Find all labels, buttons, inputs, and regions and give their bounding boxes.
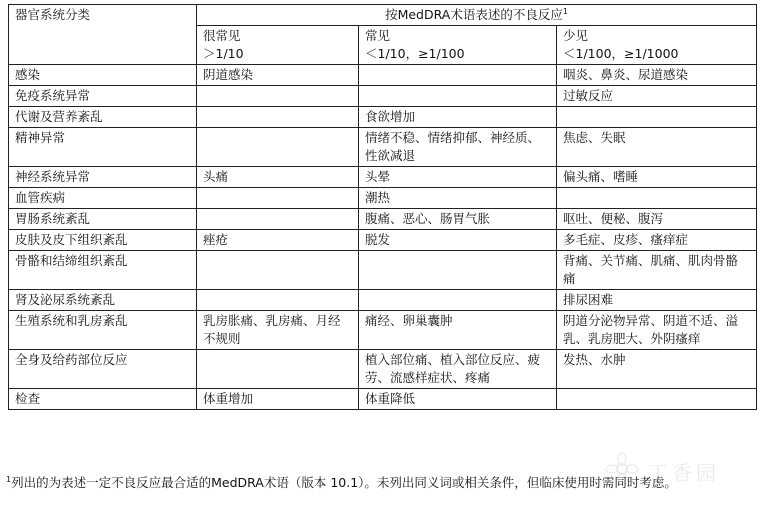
- cell-organ-class: 血管疾病: [9, 188, 197, 209]
- cell-very-common: 乳房胀痛、乳房痛、月经不规则: [197, 311, 359, 350]
- cell-uncommon: [557, 188, 757, 209]
- cell-common: 情绪不稳、情绪抑郁、神经质、性欲减退: [359, 128, 557, 167]
- cell-uncommon: 背痛、关节痛、肌痛、肌肉骨骼痛: [557, 251, 757, 290]
- cell-common: 脱发: [359, 230, 557, 251]
- cell-uncommon: [557, 107, 757, 128]
- cell-uncommon: 多毛症、皮疹、瘙痒症: [557, 230, 757, 251]
- cell-organ-class: 全身及给药部位反应: [9, 350, 197, 389]
- header-uncommon: [557, 26, 757, 65]
- cell-uncommon: 咽炎、鼻炎、尿道感染: [557, 65, 757, 86]
- cell-organ-class: 代谢及营养紊乱: [9, 107, 197, 128]
- table-header: [9, 5, 757, 65]
- table-row: [9, 188, 757, 209]
- header-common-freq: ＜1/10，≥1/100: [365, 46, 465, 61]
- cell-organ-class: 精神异常: [9, 128, 197, 167]
- cell-very-common: [197, 350, 359, 389]
- cell-organ-class: 胃肠系统紊乱: [9, 209, 197, 230]
- cell-very-common: 阴道感染: [197, 65, 359, 86]
- footnote-marker: 1: [6, 474, 12, 484]
- cell-common: 体重降低: [359, 389, 557, 410]
- header-very-common-freq: ＞1/10: [203, 46, 244, 61]
- cell-uncommon: 呕吐、便秘、腹泻: [557, 209, 757, 230]
- adverse-reaction-table: [8, 4, 757, 410]
- table-row: [9, 128, 757, 167]
- cell-common: [359, 251, 557, 290]
- footnote-text: 列出的为表述一定不良反应最合适的MedDRA术语（版本 10.1）。未列出同义词或相关条件，但临床使用时需同时考虑。: [11, 475, 677, 490]
- cell-very-common: [197, 209, 359, 230]
- table-footnote: [6, 474, 758, 491]
- cell-very-common: [197, 107, 359, 128]
- cell-uncommon: 排尿困难: [557, 290, 757, 311]
- table-row: [9, 86, 757, 107]
- cell-uncommon: 阴道分泌物异常、阴道不适、溢乳、乳房肥大、外阴瘙痒: [557, 311, 757, 350]
- table-row: [9, 107, 757, 128]
- cell-uncommon: 焦虑、失眠: [557, 128, 757, 167]
- cell-very-common: [197, 251, 359, 290]
- cell-uncommon: 发热、水肿: [557, 350, 757, 389]
- header-meddra: [197, 5, 757, 26]
- cell-very-common: 体重增加: [197, 389, 359, 410]
- table-row: [9, 230, 757, 251]
- cell-organ-class: 肾及泌尿系统紊乱: [9, 290, 197, 311]
- cell-uncommon: 过敏反应: [557, 86, 757, 107]
- watermark-text: 丁香园: [648, 461, 720, 485]
- cell-common: 植入部位痛、植入部位反应、疲劳、流感样症状、疼痛: [359, 350, 557, 389]
- header-very-common: [197, 26, 359, 65]
- cell-organ-class: 生殖系统和乳房紊乱: [9, 311, 197, 350]
- cell-common: 痛经、卵巢囊肿: [359, 311, 557, 350]
- table-row: [9, 167, 757, 188]
- header-organ-class-label: 器官系统分类: [15, 7, 91, 22]
- table-body: [9, 65, 757, 410]
- header-meddra-footnote-marker: 1: [562, 6, 568, 16]
- cell-very-common: [197, 86, 359, 107]
- cell-uncommon: [557, 389, 757, 410]
- header-meddra-title: 按MedDRA术语表述的不良反应: [385, 7, 563, 22]
- table-row: [9, 389, 757, 410]
- adverse-reaction-table-wrap: [8, 4, 756, 410]
- table-row: [9, 209, 757, 230]
- cell-common: [359, 86, 557, 107]
- header-organ-class: [9, 5, 197, 65]
- cell-common: 腹痛、恶心、肠胃气胀: [359, 209, 557, 230]
- table-row: [9, 311, 757, 350]
- cell-organ-class: 皮肤及皮下组织紊乱: [9, 230, 197, 251]
- table-row: [9, 251, 757, 290]
- cell-very-common: [197, 128, 359, 167]
- cell-common: [359, 290, 557, 311]
- cell-common: [359, 65, 557, 86]
- cell-organ-class: 骨骼和结缔组织紊乱: [9, 251, 197, 290]
- table-row: [9, 65, 757, 86]
- header-row-1: [9, 5, 757, 26]
- cell-organ-class: 免疫系统异常: [9, 86, 197, 107]
- cell-very-common: [197, 188, 359, 209]
- table-row: [9, 290, 757, 311]
- header-uncommon-label: 少见: [563, 28, 589, 43]
- cell-very-common: 痤疮: [197, 230, 359, 251]
- header-common-label: 常见: [365, 28, 391, 43]
- cell-common: 头晕: [359, 167, 557, 188]
- header-uncommon-freq: ＜1/100，≥1/1000: [563, 46, 679, 61]
- cell-organ-class: 感染: [9, 65, 197, 86]
- cell-organ-class: 神经系统异常: [9, 167, 197, 188]
- header-very-common-label: 很常见: [203, 28, 241, 43]
- cell-organ-class: 检查: [9, 389, 197, 410]
- cell-common: 潮热: [359, 188, 557, 209]
- cell-very-common: [197, 290, 359, 311]
- cell-very-common: 头痛: [197, 167, 359, 188]
- table-row: [9, 350, 757, 389]
- cell-common: 食欲增加: [359, 107, 557, 128]
- header-common: [359, 26, 557, 65]
- cell-uncommon: 偏头痛、嗜睡: [557, 167, 757, 188]
